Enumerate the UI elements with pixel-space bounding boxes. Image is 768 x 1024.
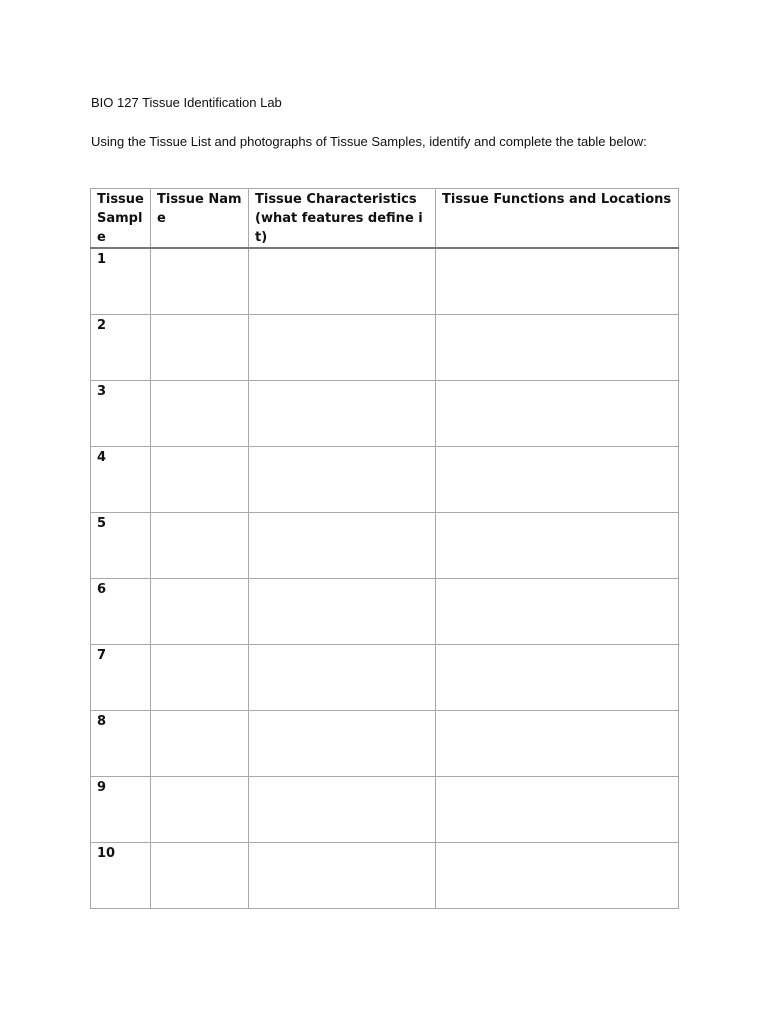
sample-number-cell: 2 <box>91 315 151 381</box>
characteristics-cell[interactable] <box>249 843 436 909</box>
tissue-name-cell[interactable] <box>151 248 249 315</box>
table-header-row <box>91 189 679 249</box>
characteristics-cell[interactable] <box>249 248 436 315</box>
functions-cell[interactable] <box>436 447 679 513</box>
functions-cell[interactable] <box>436 645 679 711</box>
functions-cell[interactable] <box>436 513 679 579</box>
characteristics-cell[interactable] <box>249 645 436 711</box>
table-row <box>91 513 679 579</box>
tissue-name-cell[interactable] <box>151 513 249 579</box>
tissue-name-cell[interactable] <box>151 579 249 645</box>
tissue-name-cell[interactable] <box>151 315 249 381</box>
characteristics-cell[interactable] <box>249 381 436 447</box>
table-row <box>91 447 679 513</box>
functions-cell[interactable] <box>436 711 679 777</box>
characteristics-cell[interactable] <box>249 777 436 843</box>
functions-cell[interactable] <box>436 381 679 447</box>
functions-cell[interactable] <box>436 843 679 909</box>
sample-number-cell: 5 <box>91 513 151 579</box>
characteristics-cell[interactable] <box>249 513 436 579</box>
table-row <box>91 248 679 315</box>
characteristics-cell[interactable] <box>249 447 436 513</box>
sample-number-cell: 9 <box>91 777 151 843</box>
table-row <box>91 645 679 711</box>
table-row <box>91 579 679 645</box>
document-title: BIO 127 Tissue Identification Lab <box>91 95 282 110</box>
tissue-name-cell[interactable] <box>151 645 249 711</box>
tissue-identification-table <box>90 188 679 909</box>
functions-cell[interactable] <box>436 777 679 843</box>
tissue-name-cell[interactable] <box>151 447 249 513</box>
table-row <box>91 777 679 843</box>
tissue-name-cell[interactable] <box>151 843 249 909</box>
header-tissue-functions: Tissue Functions and Locations <box>436 189 679 249</box>
tissue-name-cell[interactable] <box>151 711 249 777</box>
characteristics-cell[interactable] <box>249 315 436 381</box>
characteristics-cell[interactable] <box>249 711 436 777</box>
sample-number-cell: 4 <box>91 447 151 513</box>
tissue-name-cell[interactable] <box>151 381 249 447</box>
functions-cell[interactable] <box>436 248 679 315</box>
table-row <box>91 711 679 777</box>
tissue-name-cell[interactable] <box>151 777 249 843</box>
sample-number-cell: 3 <box>91 381 151 447</box>
header-tissue-sample: Tissue Sample <box>91 189 151 249</box>
sample-number-cell: 1 <box>91 248 151 315</box>
characteristics-cell[interactable] <box>249 579 436 645</box>
table-row <box>91 843 679 909</box>
sample-number-cell: 10 <box>91 843 151 909</box>
sample-number-cell: 6 <box>91 579 151 645</box>
header-tissue-characteristics: Tissue Characteristics (what features define it) <box>249 189 436 249</box>
table-row <box>91 315 679 381</box>
functions-cell[interactable] <box>436 315 679 381</box>
functions-cell[interactable] <box>436 579 679 645</box>
instructions-text: Using the Tissue List and photographs of Tissue Samples, identify and complete the table below: <box>91 134 647 149</box>
sample-number-cell: 8 <box>91 711 151 777</box>
table-row <box>91 381 679 447</box>
sample-number-cell: 7 <box>91 645 151 711</box>
header-tissue-name: Tissue Name <box>151 189 249 249</box>
